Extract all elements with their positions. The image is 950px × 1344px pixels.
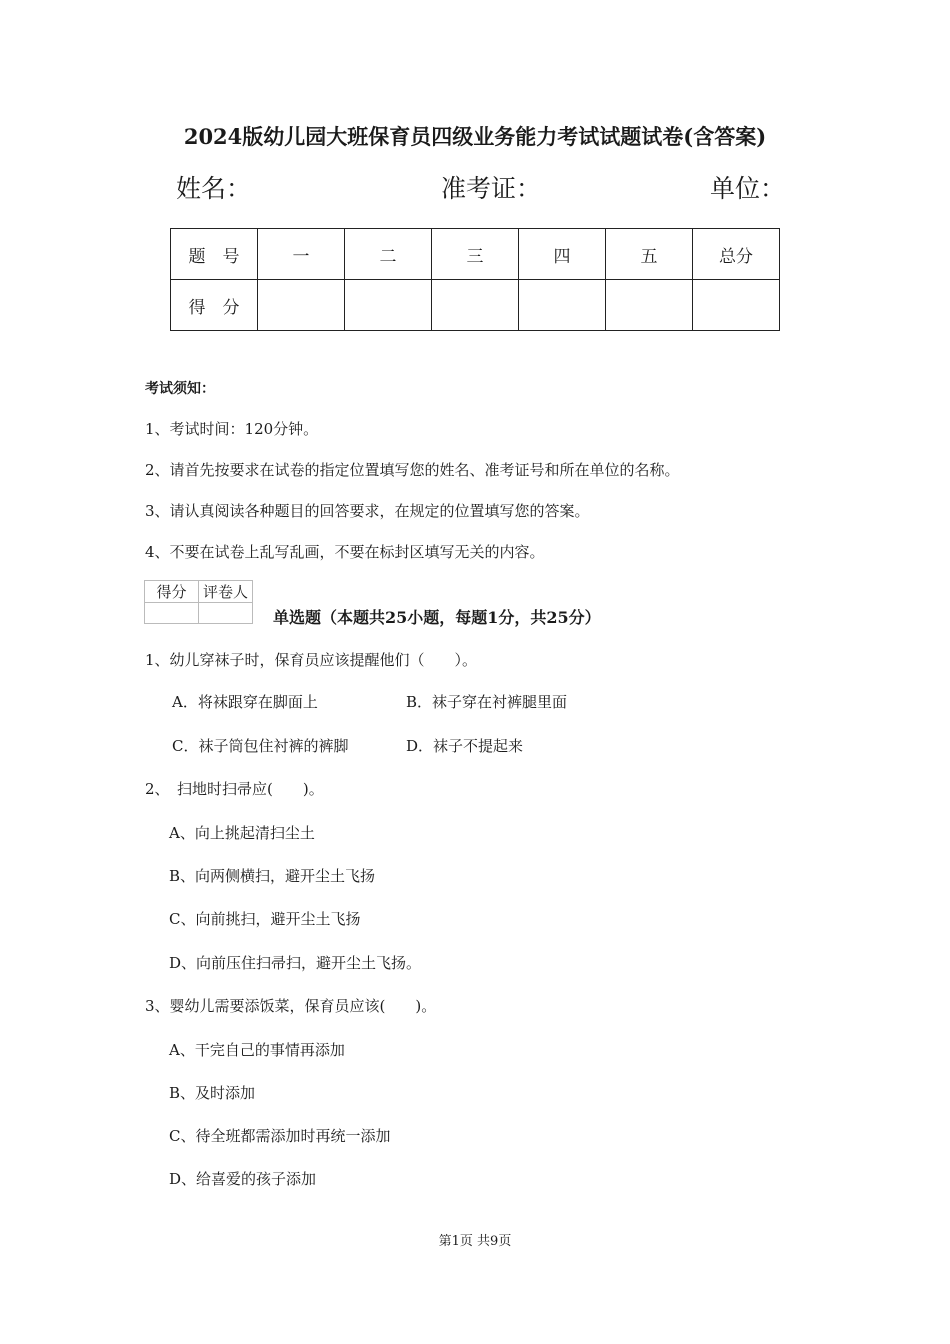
score-table-header-cell: 总分 bbox=[693, 229, 780, 280]
score-cell bbox=[693, 280, 780, 331]
score-cell bbox=[258, 280, 345, 331]
score-cell bbox=[432, 280, 519, 331]
score-table-score-row bbox=[171, 280, 780, 331]
grader-box bbox=[144, 580, 253, 624]
page-footer: 第1页 共9页 bbox=[438, 1234, 512, 1249]
score-table-header-cell: 五 bbox=[606, 229, 693, 280]
score-cell bbox=[519, 280, 606, 331]
section-heading: 单选题（本题共25小题，每题1分，共25分） bbox=[273, 608, 601, 627]
question-option: D．袜子不提起来 bbox=[406, 737, 524, 755]
question-stem: 1、幼儿穿袜子时，保育员应该提醒他们（ ）。 bbox=[145, 651, 478, 669]
question-stem: 2、 扫地时扫帚应( )。 bbox=[145, 780, 324, 798]
notice-item: 2、请首先按要求在试卷的指定位置填写您的姓名、准考证号和所在单位的名称。 bbox=[145, 461, 680, 479]
question-option: B．袜子穿在衬裤腿里面 bbox=[406, 693, 568, 711]
question-option: C．袜子筒包住衬裤的裤脚 bbox=[172, 737, 349, 755]
unit-field-label: 单位： bbox=[710, 174, 786, 203]
score-cell bbox=[606, 280, 693, 331]
document-title: 2024版幼儿园大班保育员四级业务能力考试试题试卷(含答案) bbox=[183, 124, 767, 149]
question-option: A．将袜跟穿在脚面上 bbox=[172, 693, 318, 711]
question-option: A、干完自己的事情再添加 bbox=[169, 1041, 345, 1059]
question-option: B、向两侧横扫，避开尘土飞扬 bbox=[169, 867, 376, 885]
score-table-header-row bbox=[171, 229, 780, 280]
notice-item: 3、请认真阅读各种题目的回答要求，在规定的位置填写您的答案。 bbox=[145, 502, 590, 520]
name-field-label: 姓名： bbox=[176, 174, 252, 203]
question-option: D、给喜爱的孩子添加 bbox=[169, 1170, 317, 1188]
notice-title: 考试须知： bbox=[145, 381, 215, 397]
score-table-header-cell: 三 bbox=[432, 229, 519, 280]
score-table-header-cell: 四 bbox=[519, 229, 606, 280]
score-table-header-cell: 题 号 bbox=[171, 229, 258, 280]
question-option: A、向上挑起清扫尘土 bbox=[169, 824, 315, 842]
question-option: C、向前挑扫，避开尘土飞扬 bbox=[169, 910, 361, 928]
question-option: D、向前压住扫帚扫，避开尘土飞扬。 bbox=[169, 954, 422, 972]
question-option: B、及时添加 bbox=[169, 1084, 256, 1102]
score-table-header-cell: 二 bbox=[345, 229, 432, 280]
notice-item: 4、不要在试卷上乱写乱画，不要在标封区填写无关的内容。 bbox=[145, 543, 545, 561]
exam-id-field-label: 准考证： bbox=[441, 174, 542, 203]
score-row-label: 得 分 bbox=[171, 280, 258, 331]
question-option: C、待全班都需添加时再统一添加 bbox=[169, 1127, 391, 1145]
question-stem: 3、婴幼儿需要添饭菜，保育员应该( )。 bbox=[145, 997, 437, 1015]
score-table-header-cell: 一 bbox=[258, 229, 345, 280]
grader-reviewer-label: 评卷人 bbox=[199, 581, 253, 603]
score-cell bbox=[345, 280, 432, 331]
grader-score-label: 得分 bbox=[145, 581, 199, 603]
score-table bbox=[170, 228, 780, 331]
grader-score-cell bbox=[145, 603, 199, 624]
grader-reviewer-cell bbox=[199, 603, 253, 624]
notice-item: 1、考试时间：120分钟。 bbox=[145, 420, 319, 438]
